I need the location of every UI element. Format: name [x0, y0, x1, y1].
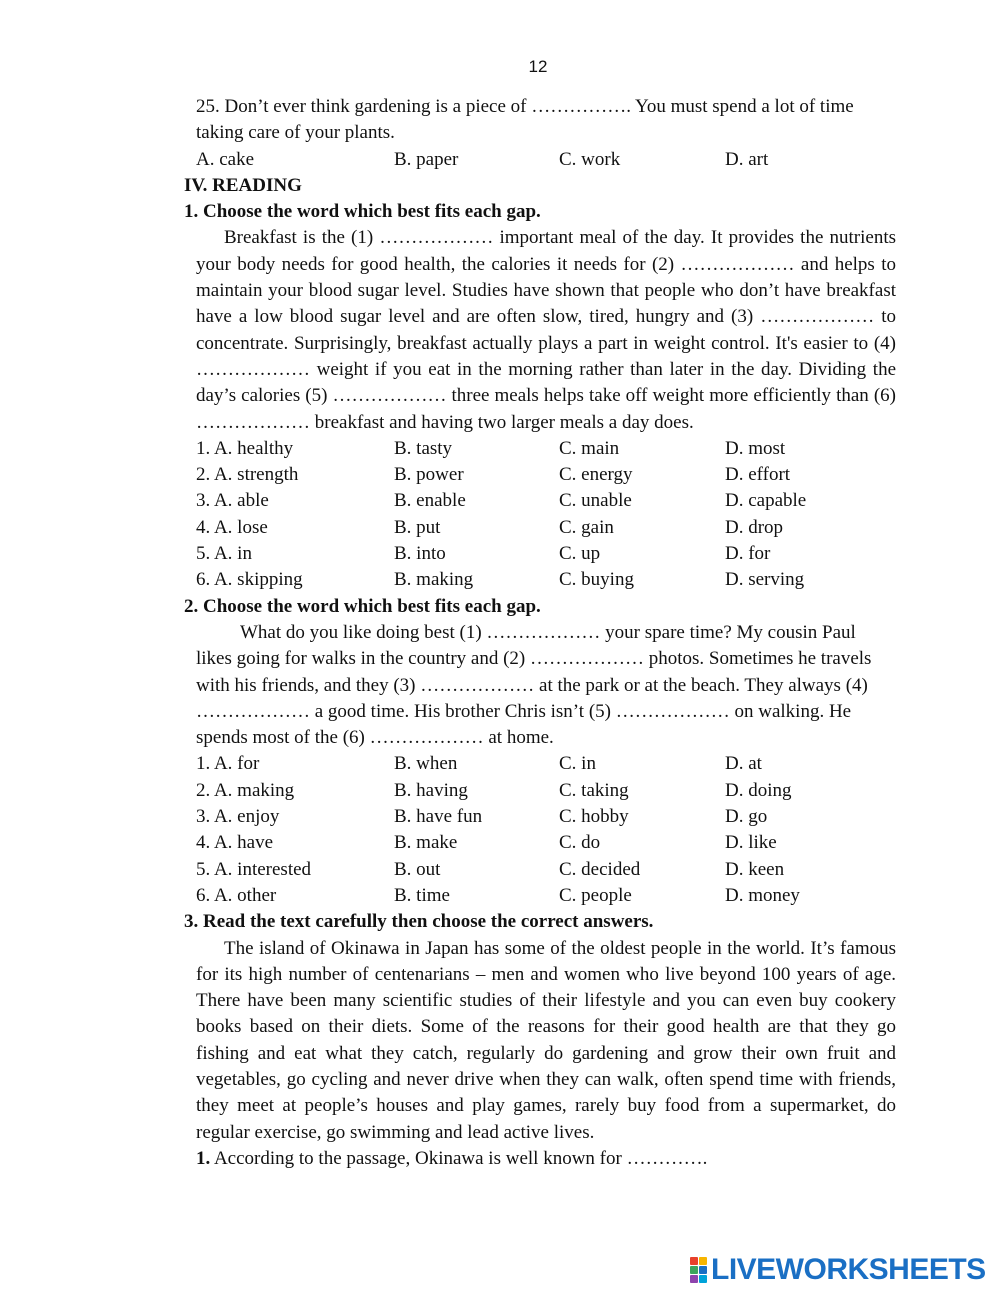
option-c: C. decided: [559, 858, 641, 880]
q25-option-c: C. work: [559, 148, 621, 170]
option-c: C. do: [559, 832, 601, 854]
part2-option-row: [184, 830, 896, 856]
logo-text: LIVEWORKSHEETS: [711, 1253, 986, 1286]
option-d: D. go: [725, 806, 768, 828]
option-b: B. into: [394, 543, 446, 565]
option-d: D. capable: [725, 490, 807, 512]
section-heading: IV. READING: [184, 174, 302, 196]
option-c: C. gain: [559, 516, 614, 538]
worksheet-content: [184, 94, 896, 1172]
logo-mark-cell: [699, 1275, 707, 1283]
option-d: D. at: [725, 753, 762, 775]
option-c: C. taking: [559, 779, 629, 801]
part3-question-1: [184, 1146, 896, 1172]
option-b: B. power: [394, 464, 464, 486]
part1-option-row: [184, 462, 896, 488]
option-a: 3. A. enjoy: [196, 806, 280, 828]
option-b: B. when: [394, 753, 458, 775]
logo-mark-cell: [699, 1266, 707, 1274]
option-a: 6. A. other: [196, 884, 277, 906]
logo-mark-cell: [690, 1275, 698, 1283]
part1-heading: 1. Choose the word which best fits each gap.: [184, 201, 541, 223]
option-d: D. money: [725, 884, 800, 906]
part2-option-row: [184, 751, 896, 777]
option-c: C. main: [559, 437, 620, 459]
option-b: B. put: [394, 516, 441, 538]
part2-passage: [184, 620, 896, 751]
option-a: 4. A. have: [196, 832, 274, 854]
option-d: D. for: [725, 543, 771, 565]
question-number: 1.: [196, 1147, 211, 1169]
option-b: B. enable: [394, 490, 466, 512]
part1-option-row: [184, 436, 896, 462]
part2-options: [184, 751, 896, 909]
option-a: 3. A. able: [196, 490, 269, 512]
option-b: B. tasty: [394, 437, 453, 459]
part3-heading: 3. Read the text carefully then choose the correct answers.: [184, 911, 654, 933]
part1-option-row: [184, 515, 896, 541]
part1-option-row: [184, 541, 896, 567]
option-d: D. drop: [725, 516, 784, 538]
option-c: C. hobby: [559, 806, 629, 828]
option-b: B. having: [394, 779, 468, 801]
option-d: D. doing: [725, 779, 792, 801]
option-b: B. making: [394, 569, 474, 591]
option-a: 2. A. making: [196, 779, 295, 801]
q25-option-d: D. art: [725, 148, 769, 170]
part2-option-row: [184, 778, 896, 804]
option-c: C. in: [559, 753, 596, 775]
option-c: C. energy: [559, 464, 633, 486]
q25-line-1: 25. Don’t ever think gardening is a piece of ……………. You must spend a lot of time: [196, 96, 854, 117]
option-d: D. keen: [725, 858, 785, 880]
option-a: 6. A. skipping: [196, 569, 303, 591]
q25-options: [184, 147, 896, 173]
option-a: 2. A. strength: [196, 464, 299, 486]
option-c: C. buying: [559, 569, 634, 591]
part2-paragraph: What do you like doing best (1) ……………… your spare time? My cousin Paul likes going for walks in the country and (2) ……………… photos. Sometimes he travels with his friends, and they (3) ……………… at the park or at the beach. They always (4) ……………… a good time. His brother Chris isn’t (5) ……………… on walking. He spends most of the (6) ……………… at home.: [196, 621, 872, 749]
option-a: 5. A. in: [196, 543, 252, 565]
q25-option-b: B. paper: [394, 148, 459, 170]
part1-options: [184, 436, 896, 594]
option-d: D. serving: [725, 569, 805, 591]
option-c: C. up: [559, 543, 601, 565]
option-c: C. unable: [559, 490, 632, 512]
option-d: D. effort: [725, 464, 791, 486]
logo-mark-cell: [699, 1257, 707, 1265]
option-b: B. out: [394, 858, 441, 880]
option-a: 1. A. for: [196, 753, 260, 775]
option-d: D. most: [725, 437, 786, 459]
part3-passage: [184, 936, 896, 1146]
part2-option-row: [184, 857, 896, 883]
option-a: 1. A. healthy: [196, 437, 294, 459]
page-number: 12: [528, 57, 548, 76]
option-a: 4. A. lose: [196, 516, 268, 538]
logo-mark-cell: [690, 1266, 698, 1274]
option-d: D. like: [725, 832, 777, 854]
part2-option-row: [184, 883, 896, 909]
part1-option-row: [184, 567, 896, 593]
part2-heading: 2. Choose the word which best fits each gap.: [184, 595, 541, 617]
logo-mark-cell: [690, 1257, 698, 1265]
q25-line-2: taking care of your plants.: [196, 122, 395, 144]
part2-option-row: [184, 804, 896, 830]
question-text: According to the passage, Okinawa is well known for ………….: [213, 1147, 708, 1169]
liveworksheets-logo[interactable]: [690, 1253, 986, 1287]
logo-mark-icon: [690, 1257, 707, 1283]
option-b: B. time: [394, 884, 450, 906]
option-a: 5. A. interested: [196, 858, 312, 880]
part3-paragraph: The island of Okinawa in Japan has some of the oldest people in the world. It’s famous for its high number of centenarians – men and women who live beyond 100 years of age. There have been many scientific studies of their lifestyle and you can even buy cookery books based on their diets. Some of the reasons for their good health are that they go fishing and eat what they catch, regularly do gardening and grow their own fruit and vegetables, go cycling and never drive when they can walk, often spend time with friends, they meet at people’s houses and play games, rarely buy food from a supermarket, do regular exercise, go swimming and lead active lives.: [196, 937, 896, 1143]
option-b: B. have fun: [394, 806, 483, 828]
q25-option-a: A. cake: [196, 148, 255, 170]
part1-paragraph: Breakfast is the (1) ……………… important meal of the day. It provides the nutrients your body needs for good health, the calories it needs for (2) ……………… and helps to maintain your blood sugar level. Studies have shown that people who don’t have breakfast have a low blood sugar level and are often slow, tired, hungry and (3) ……………… to concentrate. Surprisingly, breakfast actually plays a part in weight control. It's easier to (4) ……………… weight if you eat in the morning rather than later in the day. Dividing the day’s calories (5) ……………… three meals helps take off weight more efficiently than (6) ……………… breakfast and having two larger meals a day does.: [196, 227, 896, 433]
part1-option-row: [184, 488, 896, 514]
part1-passage: [184, 225, 896, 435]
option-c: C. people: [559, 884, 632, 906]
option-b: B. make: [394, 832, 458, 854]
